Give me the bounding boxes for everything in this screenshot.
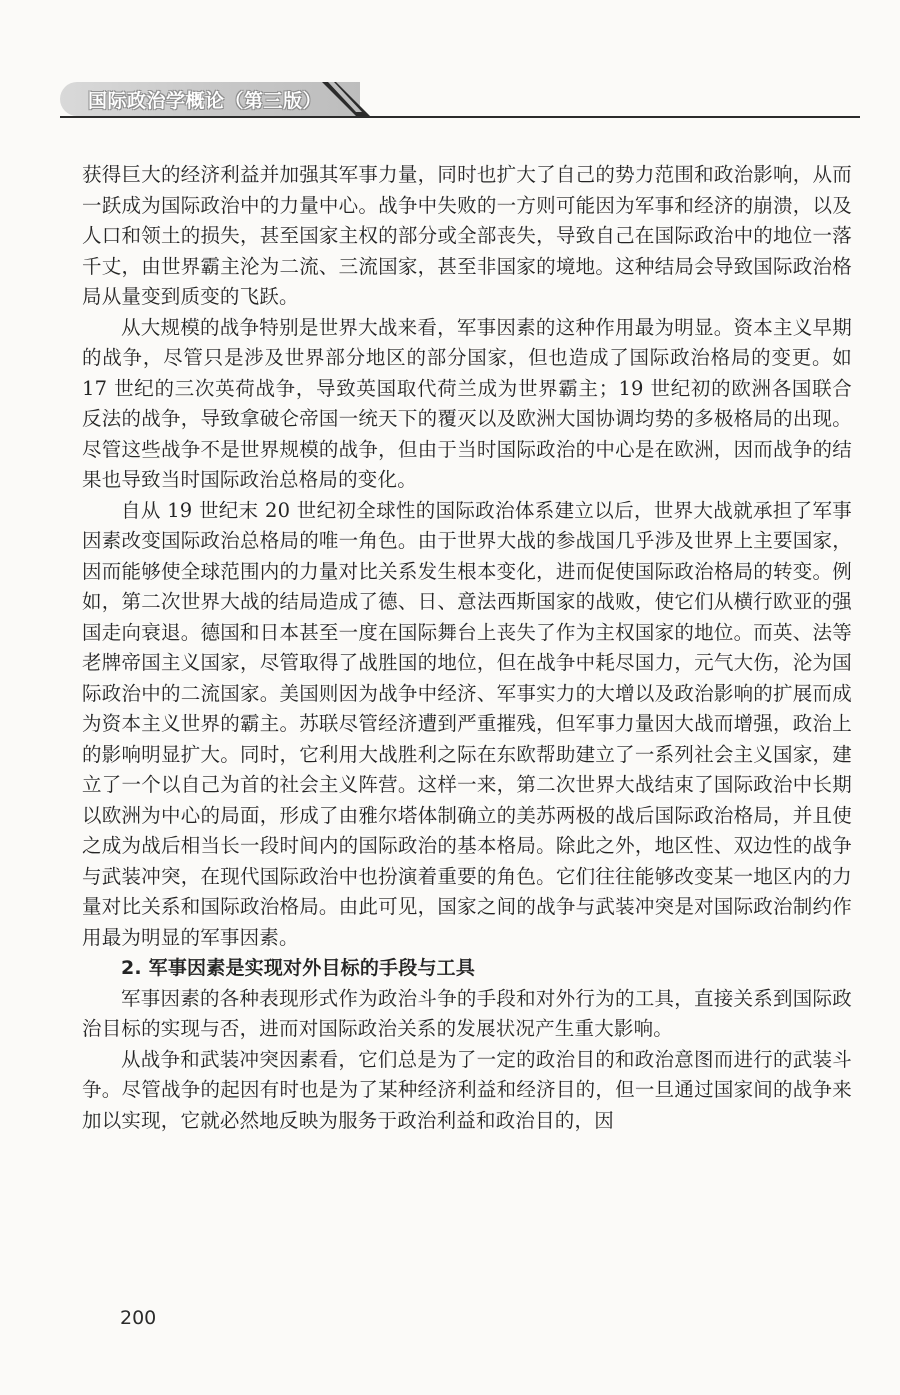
page-number: 200 [120,1307,157,1329]
running-header-title: 国际政治学概论（第三版） [88,90,323,112]
paragraph: 军事因素的各种表现形式作为政治斗争的手段和对外行为的工具，直接关系到国际政治目标的实现与否，进而对国际政治关系的发展状况产生重大影响。 [82,986,852,1040]
paragraph: 从战争和武装冲突因素看，它们总是为了一定的政治目的和政治意图而进行的武装斗争。尽管战争的起因有时也是为了某种经济利益和经济目的，但一旦通过国家间的战争来加以实现，它就必然地反映为服务于政治利益和政治目的，因 [82,1047,852,1132]
paragraph: 获得巨大的经济利益并加强其军事力量，同时也扩大了自己的势力范围和政治影响，从而一跃成为国际政治中的力量中心。战争中失败的一方则可能因为军事和经济的崩溃，以及人口和领土的损失，甚至国家主权的部分或全部丧失，导致自己在国际政治中的地位一落千丈，由世界霸主沦为二流、三流国家，甚至非国家的境地。这种结局会导致国际政治格局从量变到质变的飞跃。 [82,163,852,308]
section-heading: 2. 军事因素是实现对外目标的手段与工具 [121,957,476,979]
body-text [82,160,852,1136]
paragraph: 从大规模的战争特别是世界大战来看，军事因素的这种作用最为明显。资本主义早期的战争，尽管只是涉及世界部分地区的部分国家，但也造成了国际政治格局的变更。如 17 世纪的三次英荷战争，导致英国取代荷兰成为世界霸主；19 世纪初的欧洲各国联合反法的战争，导致拿破仑帝国一统天下的覆灭以及欧洲大国协调均势的多极格局的出现。尽管这些战争不是世界规模的战争，但由于当时国际政治的中心是在欧洲，因而战争的结果也导致当时国际政治总格局的变化。 [82,315,852,491]
header-rule [60,116,860,118]
paragraph: 自从 19 世纪末 20 世纪初全球性的国际政治体系建立以后，世界大战就承担了军事因素改变国际政治总格局的唯一角色。由于世界大战的参战国几乎涉及世界上主要国家，因而能够使全球范围内的力量对比关系发生根本变化，进而促使国际政治格局的转变。例如，第二次世界大战的结局造成了德、日、意法西斯国家的战败，使它们从横行欧亚的强国走向衰退。德国和日本甚至一度在国际舞台上丧失了作为主权国家的地位。而英、法等老牌帝国主义国家，尽管取得了战胜国的地位，但在战争中耗尽国力，元气大伤，沦为国际政治中的二流国家。美国则因为战争中经济、军事实力的大增以及政治影响的扩展而成为资本主义世界的霸主。苏联尽管经济遭到严重摧残，但军事力量因大战而增强，政治上的影响明显扩大。同时，它利用大战胜利之际在东欧帮助建立了一系列社会主义国家，建立了一个以自己为首的社会主义阵营。这样一来，第二次世界大战结束了国际政治中长期以欧洲为中心的局面，形成了由雅尔塔体制确立的美苏两极的战后国际政治格局，并且使之成为战后相当长一段时间内的国际政治的基本格局。除此之外，地区性、双边性的战争与武装冲突，在现代国际政治中也扮演着重要的角色。它们往往能够改变某一地区内的力量对比关系和国际政治格局。由此可见，国家之间的战争与武装冲突是对国际政治制约作用最为明显的军事因素。 [82,498,852,949]
header-decoration-icon [322,82,372,118]
